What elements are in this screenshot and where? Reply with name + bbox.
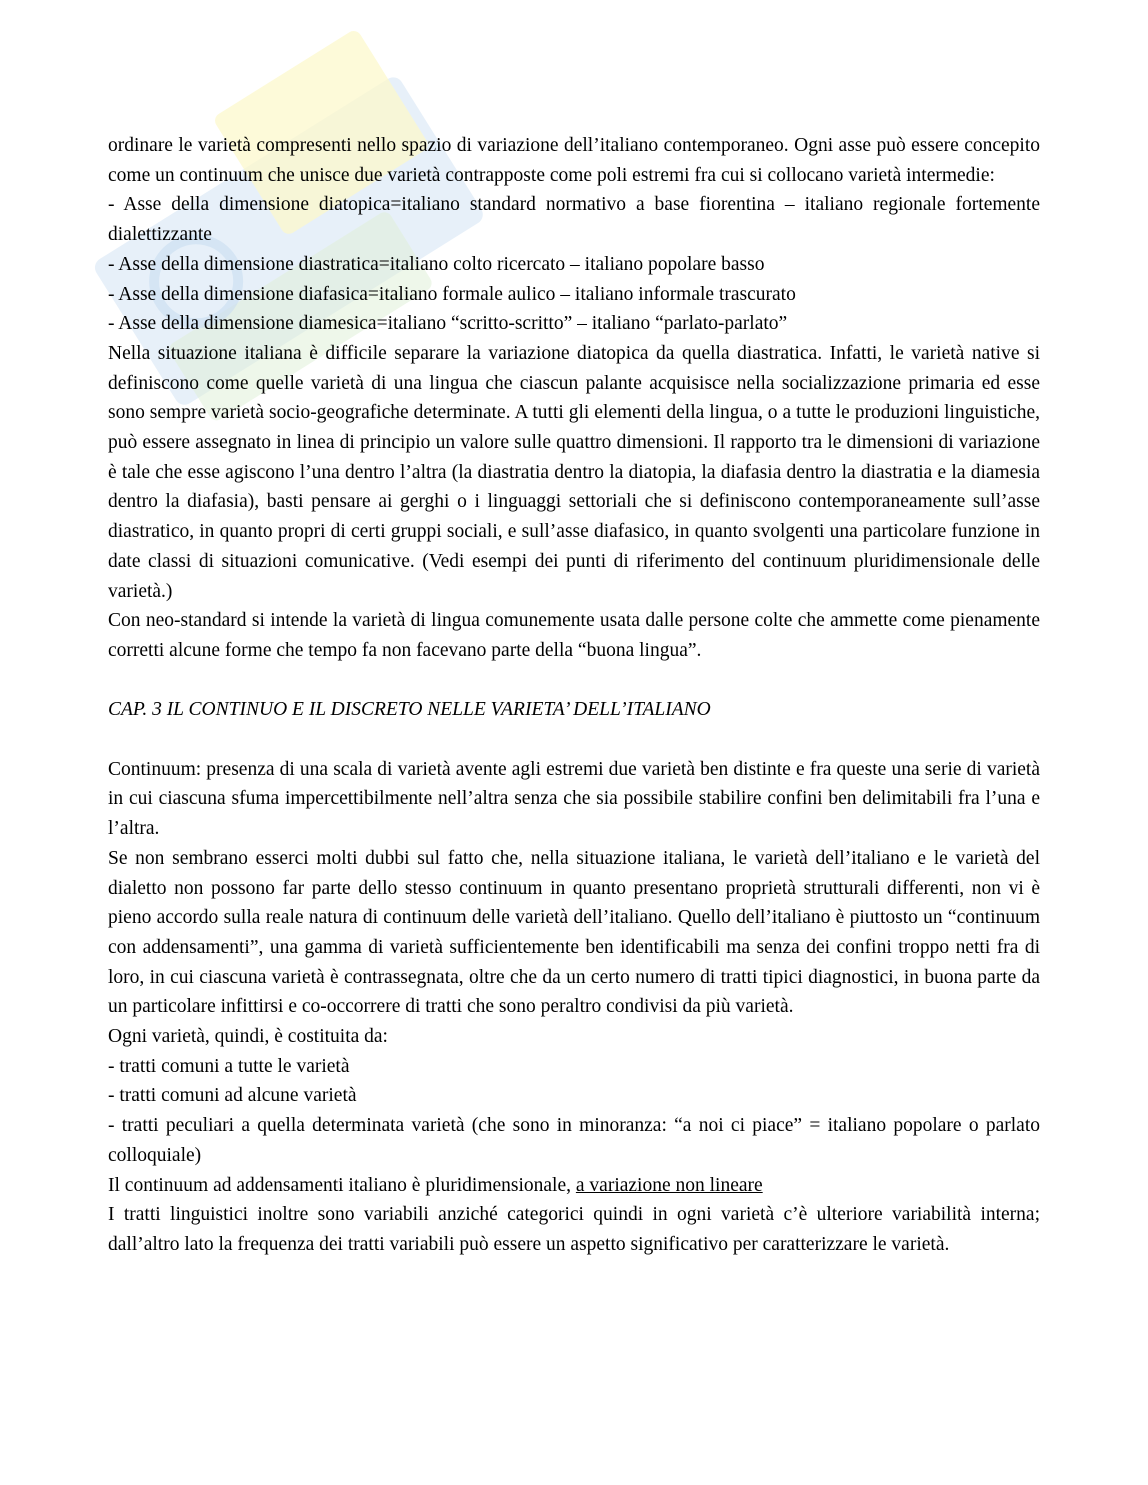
trait-item-common-some: - tratti comuni ad alcune varietà <box>108 1085 357 1107</box>
axis-item-diastratica: - Asse della dimensione diastratica=italiano colto ricercato – italiano popolare basso <box>108 253 765 275</box>
trait-item-peculiar: - tratti peculiari a quella determinata varietà (che sono in minoranza: “a noi ci piace” = italiano popolare o parlato colloquiale) <box>108 1115 1040 1166</box>
continuum-discussion: Se non sembrano esserci molti dubbi sul fatto che, nella situazione italiana, le varietà dell’italiano e le varietà del dialetto non possono far parte dello stesso continuum in quanto presentano proprietà strutturali differenti, non vi è pieno accordo sulla reale natura di continuum delle varietà dell’italiano. Quello dell’italiano è piuttosto un “continuum con addensamenti”, una gamma di varietà sufficientemente ben identificabili ma senza dei confini troppo netti fra di loro, in cui ciascuna varietà è contrassegnata, oltre che da un certo numero di tratti tipici diagnostici, in buona parte da un particolare infittirsi e co-occorrere di tratti che sono peraltro condivisi da più varietà. <box>108 847 1040 1018</box>
section-spacer <box>108 666 1040 696</box>
intro-paragraph: ordinare le varietà compresenti nello spazio di variazione dell’italiano contemporaneo. Ogni asse può essere concepito come un continuum che unisce due varietà contrapposte come poli estremi fra cui si collocano varietà intermedie: <box>108 135 1040 186</box>
section-spacer <box>108 725 1040 755</box>
document-body <box>108 131 1040 1260</box>
pluridimensional-sentence <box>108 1171 1040 1201</box>
constituted-intro: Ogni varietà, quindi, è costituita da: <box>108 1026 388 1048</box>
axis-item-diafasica: - Asse della dimensione diafasica=italiano formale aulico – italiano informale trascurato <box>108 283 796 305</box>
axis-item-diatopica: - Asse della dimensione diatopica=italiano standard normativo a base fiorentina – italiano regionale fortemente dialettizzante <box>108 194 1040 246</box>
final-paragraph: I tratti linguistici inoltre sono variabili anziché categorici quindi in ogni varietà c’è ulteriore variabilità interna; dall’altro lato la frequenza dei tratti variabili può essere un aspetto significativo per caratterizzare le varietà. <box>108 1204 1040 1255</box>
situation-paragraph: Nella situazione italiana è difficile separare la variazione diatopica da quella diastratica. Infatti, le varietà native si definiscono come quelle varietà di una lingua che ciascun palante acquisisce nella socializzazione primaria ed esse sono sempre varietà socio-geografiche determinate. A tutti gli elementi della lingua, o a tutte le produzioni linguistiche, può essere assegnato in linea di principio un valore sulle quattro dimensioni. Il rapporto tra le dimensioni di variazione è tale che esse agiscono l’una dentro l’altra (la diastratia dentro la diatopia, la diafasia dentro la diastratia e la diamesia dentro la diafasia), basti pensare ai gerghi o i linguaggi settoriali che si definiscono contemporaneamente sull’asse diastratico, in quanto propri di certi gruppi sociali, e sull’asse diafasico, in quanto svolgenti una particolare funzione in date classi di situazioni comunicative. (Vedi esempi dei punti di riferimento del continuum pluridimensionale delle varietà.) <box>108 342 1040 602</box>
non-linear-variation-underlined: a variazione non lineare <box>575 1174 763 1196</box>
trait-item-common-all: - tratti comuni a tutte le varietà <box>108 1055 350 1077</box>
axis-item-diamesica: - Asse della dimensione diamesica=italiano “scritto-scritto” – italiano “parlato-parlato” <box>108 313 788 335</box>
chapter-heading: CAP. 3 IL CONTINUO E IL DISCRETO NELLE VARIETA’ DELL’ITALIANO <box>108 699 711 721</box>
pluridimensional-prefix: Il continuum ad addensamenti italiano è pluridimensionale, <box>108 1174 576 1196</box>
continuum-definition: Continuum: presenza di una scala di varietà avente agli estremi due varietà ben distinte e fra queste una serie di varietà in cui ciascuna sfuma impercettibilmente nell’altra senza che sia possibile stabilire confini ben delimitabili fra l’una e l’altra. <box>108 758 1040 840</box>
neostandard-paragraph: Con neo-standard si intende la varietà di lingua comunemente usata dalle persone colte che ammette come pienamente corretti alcune forme che tempo fa non facevano parte della “buona lingua”. <box>108 610 1040 661</box>
